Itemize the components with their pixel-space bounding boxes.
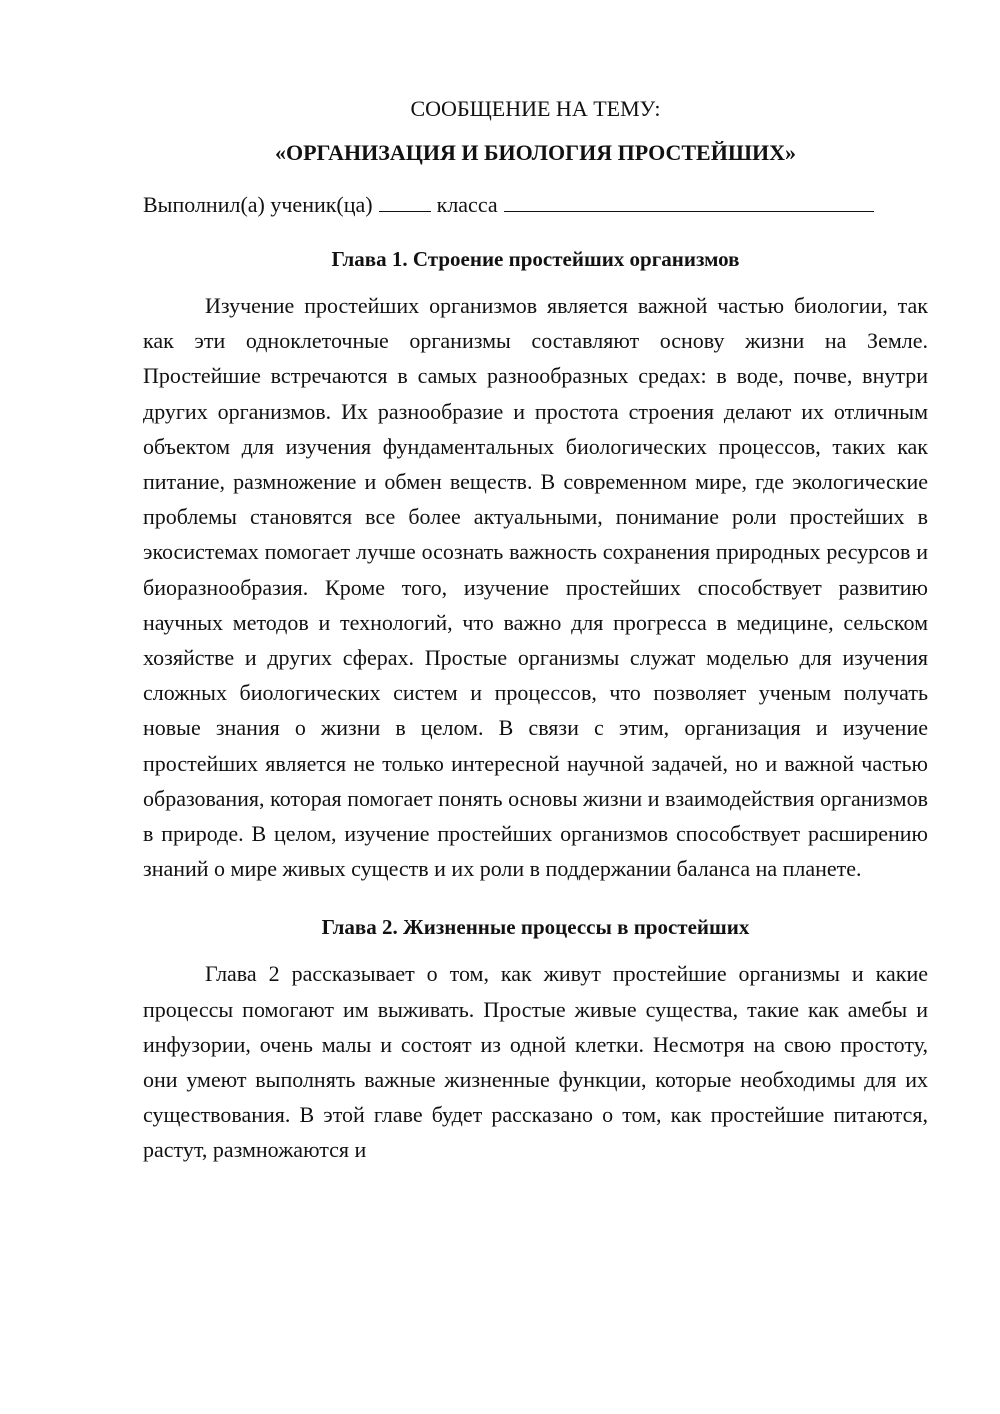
author-line (143, 188, 928, 222)
chapter-1-heading: Глава 1. Строение простейших организмов (331, 247, 740, 271)
chapter-2-heading: Глава 2. Жизненные процессы в простейших (321, 915, 750, 940)
document-title: «ОРГАНИЗАЦИЯ И БИОЛОГИЯ ПРОСТЕЙШИХ» (275, 140, 796, 165)
header-line-1: СООБЩЕНИЕ НА ТЕМУ: (410, 96, 661, 121)
author-name-blank (504, 193, 874, 212)
chapter-2-paragraph: Глава 2 рассказывает о том, как живут простейшие организмы и какие процессы помогают им выживать. Простые живые существа, такие как амебы и инфузории, очень малы и состоят из одной клетки. Несмотря на свою простоту, они умеют выполнять важные жизненные функции, которые необходимы для их существования. В этой главе будет рассказано о том, как простейшие питаются, растут, размножаются и (143, 961, 928, 1163)
author-prefix: Выполнил(а) ученик(ца) (143, 192, 373, 217)
author-class-label: класса (436, 192, 498, 217)
class-number-blank (379, 193, 431, 212)
document-content (143, 92, 928, 1168)
chapter-1-paragraph: Изучение простейших организмов является важной частью биологии, так как эти одноклеточные организмы составляют основу жизни на Земле. Простейшие встречаются в самых разнообразных средах: в воде, почве, внутри других организмов. Их разнообразие и простота строения делают их отличным объектом для изучения фундаментальных биологических процессов, таких как питание, размножение и обмен веществ. В современном мире, где экологические проблемы становятся все более актуальными, понимание роли простейших в экосистемах помогает лучше осознать важность сохранения природных ресурсов и биоразнообразия. Кроме того, изучение простейших способствует развитию научных методов и технологий, что важно для прогресса в медицине, сельском хозяйстве и других сферах. Простые организмы служат моделью для изучения сложных биологических систем и процессов, что позволяет ученым получать новые знания о жизни в целом. В связи с этим, организация и изучение простейших является не только интересной научной задачей, но и важной частью образования, которая помогает понять основы жизни и взаимодействия организмов в природе. В целом, изучение простейших организмов способствует расширению знаний о мире живых существ и их роли в поддержании баланса на планете. (143, 293, 928, 882)
